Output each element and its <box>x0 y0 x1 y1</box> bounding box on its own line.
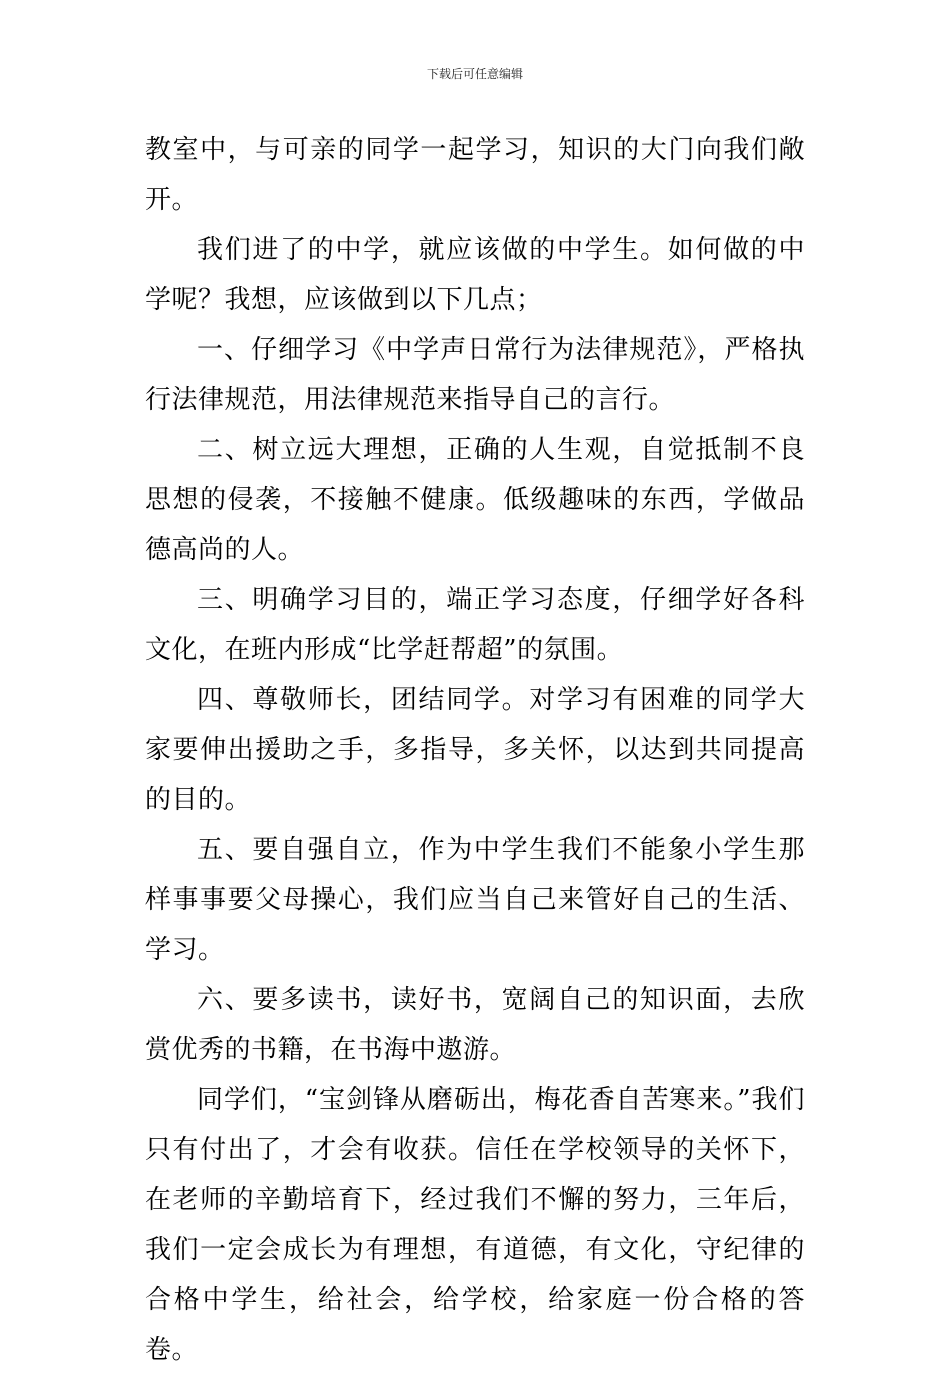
paragraph-2: 我们进了的中学，就应该做的中学生。如何做的中学呢？我想，应该做到以下几点； <box>145 235 805 315</box>
paragraph-4: 二、树立远大理想，正确的人生观，自觉抵制不良思想的侵袭，不接触不健康。低级趣味的东西，学做品德高尚的人。 <box>145 435 805 565</box>
paragraph-9: 同学们，“宝剑锋从磨砺出，梅花香自苦寒来。”我们只有付出了，才会有收获。信任在学校领导的关怀下，在老师的辛勤培育下，经过我们不懈的努力，三年后，我们一定会成长为有理想，有道德，有文化，守纪律的合格中学生，给社会，给学校，给家庭一份合格的答卷。 <box>145 1085 805 1365</box>
document-body <box>145 125 805 1375</box>
paragraph-8: 六、要多读书，读好书，宽阔自己的知识面，去欣赏优秀的书籍，在书海中遨游。 <box>145 985 805 1065</box>
paragraph-7: 五、要自强自立，作为中学生我们不能象小学生那样事事要父母操心，我们应当自己来管好自己的生活、学习。 <box>145 835 805 965</box>
paragraph-1: 教室中，与可亲的同学一起学习，知识的大门向我们敞开。 <box>145 135 805 215</box>
paragraph-5: 三、明确学习目的，端正学习态度，仔细学好各科文化，在班内形成“比学赶帮超”的氛围。 <box>145 585 805 665</box>
page-header: 下载后可任意编辑 <box>426 67 523 81</box>
paragraph-3: 一、仔细学习《中学声日常行为法律规范》，严格执行法律规范，用法律规范来指导自己的言行。 <box>145 335 805 415</box>
paragraph-6: 四、尊敬师长，团结同学。对学习有困难的同学大家要伸出援助之手，多指导，多关怀，以达到共同提高的目的。 <box>145 685 805 815</box>
